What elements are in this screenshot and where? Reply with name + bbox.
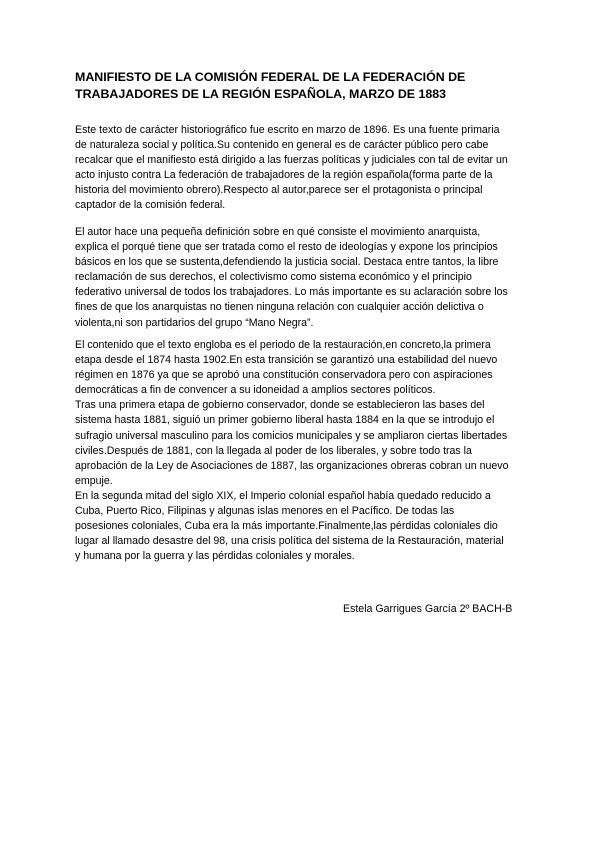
text-line: sufragio universal masculino para los comicios municipales y se ampliaron ciertas libertades: [75, 429, 508, 442]
text-line: Cuba, Puerto Rico, Filipinas y algunas islas menores en el Pacífico. De todas las: [75, 505, 455, 518]
author-signature: Estela Garrigues García 2º BACH-B: [343, 603, 513, 615]
text-line: Este texto de carácter historiográfico fue escrito en marzo de 1896. Es una fuente primaria: [75, 124, 500, 136]
title-line: MANIFIESTO DE LA COMISIÓN FEDERAL DE LA FEDERACIÓN DE: [75, 70, 466, 84]
text-line: régimen en 1876 ya que se aprobó una constitución conservadora pero con aspiraciones: [75, 369, 493, 382]
text-line: básicos en los que se sustenta,defendiendo la justicia social. Destaca entre tantos, la libre: [75, 256, 499, 269]
text-line: de naturaleza social y política.Su contenido en general es de carácter público pero cabe: [75, 139, 489, 152]
paragraph-intro: [75, 123, 508, 214]
document-title: [75, 69, 535, 103]
text-line: Tras una primera etapa de gobierno conservador, donde se establecieron las bases del: [75, 399, 485, 412]
text-line: sistema hasta 1881, siguió un primer gobierno liberal hasta 1884 en la que se introdujo el: [75, 414, 495, 427]
text-line: lugar al llamado desastre del 98, una crisis política del sistema de la Restauración, material: [75, 535, 504, 548]
text-line: etapa desde el 1874 hasta 1902.En esta transición se garantizó una estabilidad del nuevo: [75, 354, 498, 367]
paragraph-context: [75, 338, 508, 564]
text-line: aprobación de la Ley de Asociaciones de 1887, las organizaciones obreras cobran un nuevo: [75, 459, 509, 472]
text-line: historia del movimiento obrero).Respecto al autor,parece ser el protagonista o principal: [75, 184, 483, 197]
text-line: captador de la comisión federal.: [75, 199, 226, 212]
text-line: El autor hace una pequeña definición sobre en qué consiste el movimiento anarquista,: [75, 226, 481, 238]
text-line: civiles.Después de 1881, con la llegada al poder de los liberales, y sobre todo tras la: [75, 444, 472, 457]
text-line: recalcar que el manifiesto está dirigido a las fuerzas políticas y judiciales con tal de evitar un: [75, 154, 508, 167]
text-line: y humana por la guerra y las pérdidas coloniales y morales.: [75, 550, 355, 563]
text-line: En la segunda mitad del siglo XIX, el Imperio colonial español había quedado reducido a: [75, 489, 491, 502]
text-line: federativo universal de todos los trabajadores. Lo más importante es su aclaración sobre los: [75, 286, 508, 299]
text-line: violenta,ni son partidarios del grupo “Mano Negra”.: [75, 316, 314, 329]
text-line: fines de que los anarquistas no tienen ninguna relación con cualquier acción delictiva o: [75, 301, 484, 314]
paragraph-author: [75, 225, 508, 331]
title-line: TRABAJADORES DE LA REGIÓN ESPAÑOLA, MARZO DE 1883: [75, 87, 447, 101]
text-line: explica el porqué tiene que ser tratada como el resto de ideologías y expone los principios: [75, 241, 498, 254]
text-line: democráticas a fin de convencer a su idoneidad a amplios sectores políticos.: [75, 384, 436, 397]
text-line: El contenido que el texto engloba es el periodo de la restauración,en concreto,la primera: [75, 339, 491, 351]
text-line: acto injusto contra La federación de trabajadores de la región española(forma parte de la: [75, 169, 493, 182]
text-line: posesiones coloniales, Cuba era la más importante.Finalmente,las pérdidas coloniales dio: [75, 520, 498, 533]
text-line: reclamación de sus derechos, el colectivismo como sistema económico y el principio: [75, 271, 472, 284]
text-line: empuje.: [75, 474, 113, 487]
